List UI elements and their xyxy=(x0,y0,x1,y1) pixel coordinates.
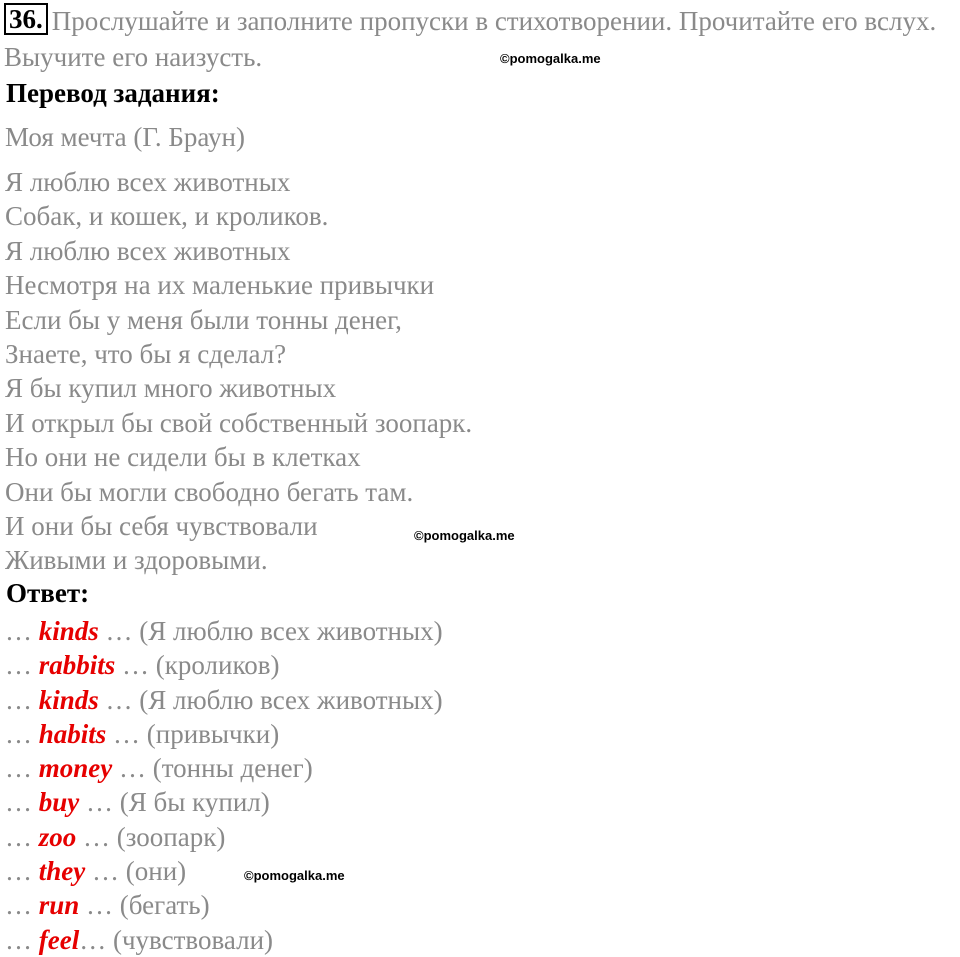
answer-word: they xyxy=(38,856,86,887)
watermark-bottom: ©pomogalka.me xyxy=(244,868,345,883)
poem-line: И они бы себя чувствовали xyxy=(5,511,318,542)
answer-prefix: … xyxy=(5,924,39,955)
answer-prefix: … xyxy=(5,856,39,887)
poem-translation xyxy=(5,165,472,578)
translation-heading: Перевод задания: xyxy=(6,78,220,108)
answer-word: rabbits xyxy=(38,650,116,681)
answer-translation: … (Я люблю всех животных) xyxy=(98,684,443,715)
poem-line: Я бы купил много животных xyxy=(5,373,337,404)
answer-prefix: … xyxy=(5,787,39,818)
answer-word: habits xyxy=(38,718,107,749)
answer-prefix: … xyxy=(5,616,39,646)
answer-item xyxy=(5,785,443,819)
answer-prefix: … xyxy=(5,821,39,852)
poem-line: Несмотря на их маленькие привычки xyxy=(5,270,435,301)
answer-prefix: … xyxy=(5,650,39,681)
watermark-middle: ©pomogalka.me xyxy=(414,528,515,543)
poem-line: Я люблю всех животных xyxy=(5,167,291,197)
task-text: Прослушайте и заполните пропуски в стихотворении. Прочитайте его вслух. Выучите его наизусть. xyxy=(4,6,937,72)
answer-item xyxy=(5,888,443,922)
answer-prefix: … xyxy=(5,684,39,715)
answer-word: kinds xyxy=(38,684,99,715)
poem-title: Моя мечта (Г. Браун) xyxy=(5,122,245,152)
poem-line: Собак, и кошек, и кроликов. xyxy=(5,201,329,232)
answer-translation: … (чувствовали) xyxy=(79,924,274,955)
poem-line: Я люблю всех животных xyxy=(5,235,291,266)
poem-line: И открыл бы свой собственный зоопарк. xyxy=(5,407,473,438)
answer-word: run xyxy=(38,890,80,921)
answer-translation: … (тонны денег) xyxy=(112,753,313,784)
poem-line: Но они не сидели бы в клетках xyxy=(5,442,361,473)
answer-prefix: … xyxy=(5,718,39,749)
answer-prefix: … xyxy=(5,753,39,784)
answer-item xyxy=(5,683,443,717)
answer-item xyxy=(5,820,443,854)
answer-item xyxy=(5,614,443,648)
answer-translation: … (кроликов) xyxy=(115,650,280,681)
answer-prefix: … xyxy=(5,890,39,921)
answer-item xyxy=(5,854,443,888)
answer-translation: … (Я люблю всех животных) xyxy=(98,616,443,646)
poem-line: Живыми и здоровыми. xyxy=(5,545,268,576)
answer-word: money xyxy=(38,753,113,784)
answer-word: zoo xyxy=(38,821,77,852)
answer-item xyxy=(5,717,443,751)
answer-translation: … (зоопарк) xyxy=(76,821,226,852)
answer-item xyxy=(5,923,443,957)
watermark-top: ©pomogalka.me xyxy=(500,51,601,66)
answer-word: kinds xyxy=(38,616,99,646)
task-instruction xyxy=(4,3,949,75)
poem-line: Если бы у меня были тонны денег, xyxy=(5,304,402,335)
answer-word: buy xyxy=(38,787,80,818)
answer-list xyxy=(5,614,443,957)
answer-item xyxy=(5,648,443,682)
answer-translation: … (Я бы купил) xyxy=(79,787,270,818)
answer-translation: … (они) xyxy=(85,856,187,887)
answer-heading: Ответ: xyxy=(6,578,90,608)
poem-line: Они бы могли свободно бегать там. xyxy=(5,476,414,507)
poem-line: Знаете, что бы я сделал? xyxy=(5,339,287,370)
answer-item xyxy=(5,751,443,785)
task-number-badge: 36. xyxy=(4,3,48,35)
answer-translation: … (привычки) xyxy=(106,718,280,749)
answer-translation: … (бегать) xyxy=(79,890,210,921)
answer-word: feel xyxy=(38,924,80,955)
